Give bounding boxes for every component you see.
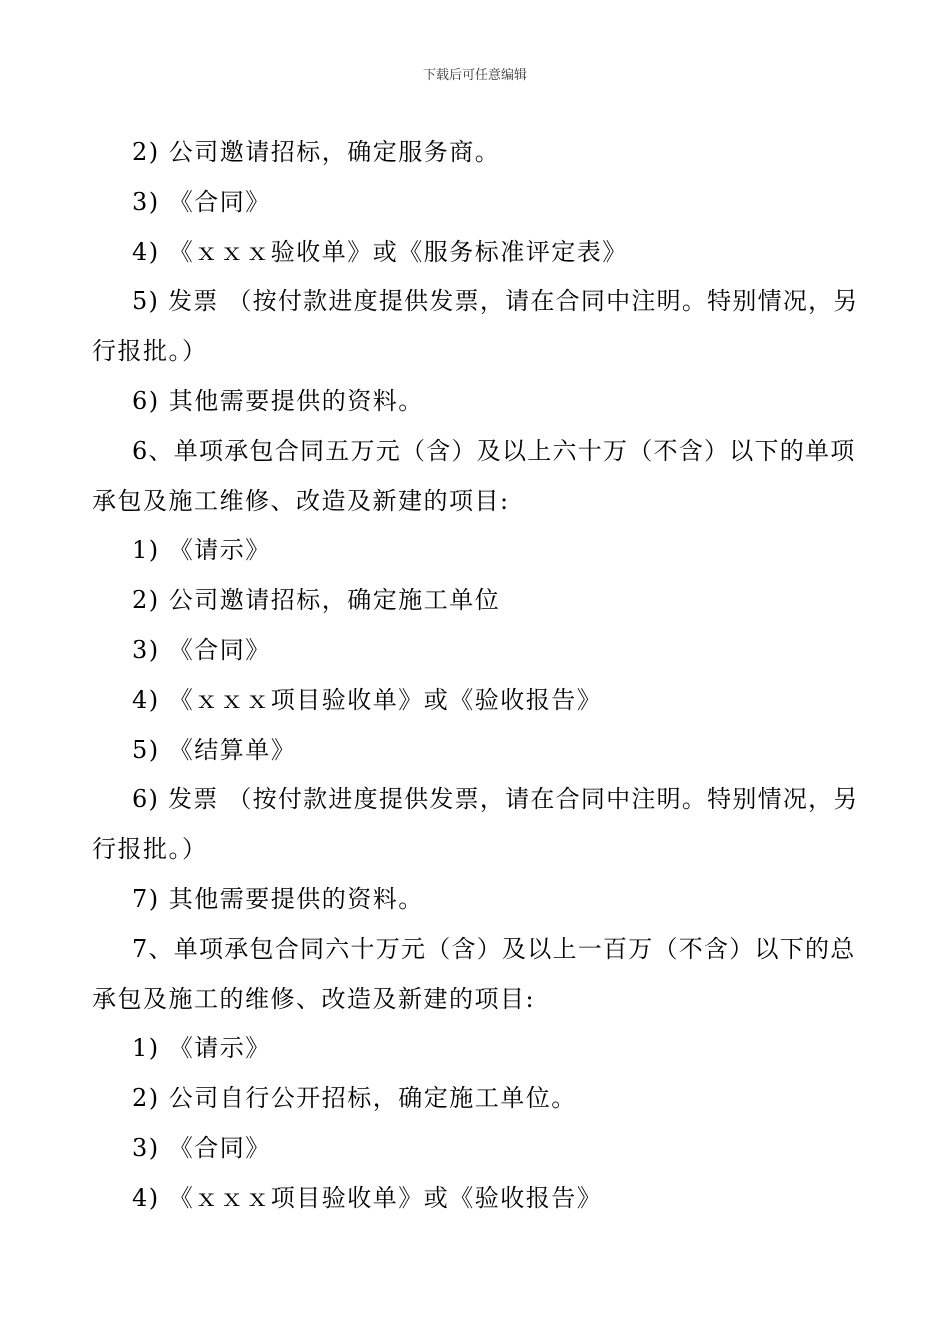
list-item: 3) 《合同》 xyxy=(132,635,271,664)
page-header: 下载后可任意编辑 xyxy=(422,68,527,83)
list-item: 3) 《合同》 xyxy=(132,187,271,216)
list-item: 4) 《ｘｘｘ项目验收单》或《验收报告》 xyxy=(132,1183,603,1212)
list-item: 6) 其他需要提供的资料。 xyxy=(132,386,424,415)
list-item: 4) 《ｘｘｘ验收单》或《服务标准评定表》 xyxy=(132,237,628,266)
list-item-continuation: 行报批。） xyxy=(92,337,208,366)
list-item: 6) 发票 （按付款进度提供发票，请在合同中注明。特别情况，另 xyxy=(132,785,859,814)
list-item: 5) 发票 （按付款进度提供发票，请在合同中注明。特别情况，另 xyxy=(132,287,859,316)
list-item: 5) 《结算单》 xyxy=(132,735,297,764)
list-item: 2) 公司邀请招标，确定服务商。 xyxy=(132,138,501,166)
list-item: 4) 《ｘｘｘ项目验收单》或《验收报告》 xyxy=(132,685,603,714)
list-item: 1) 《请示》 xyxy=(132,536,271,565)
list-item-continuation: 行报批。） xyxy=(92,835,208,864)
section-heading-continuation: 承包及施工维修、改造及新建的项目: xyxy=(92,486,510,515)
list-item: 2) 公司自行公开招标，确定施工单位。 xyxy=(132,1084,577,1113)
section-heading: 7、单项承包合同六十万元（含）及以上一百万（不含）以下的总 xyxy=(132,934,856,963)
list-item: 3) 《合同》 xyxy=(132,1133,271,1162)
list-item: 7) 其他需要提供的资料。 xyxy=(132,884,424,913)
list-item: 1) 《请示》 xyxy=(132,1034,271,1063)
document-body xyxy=(92,128,862,1224)
list-item: 2) 公司邀请招标，确定施工单位 xyxy=(132,586,501,615)
section-heading: 6、单项承包合同五万元（含）及以上六十万（不含）以下的单项 xyxy=(132,436,856,465)
section-heading-continuation: 承包及施工的维修、改造及新建的项目: xyxy=(92,984,536,1013)
